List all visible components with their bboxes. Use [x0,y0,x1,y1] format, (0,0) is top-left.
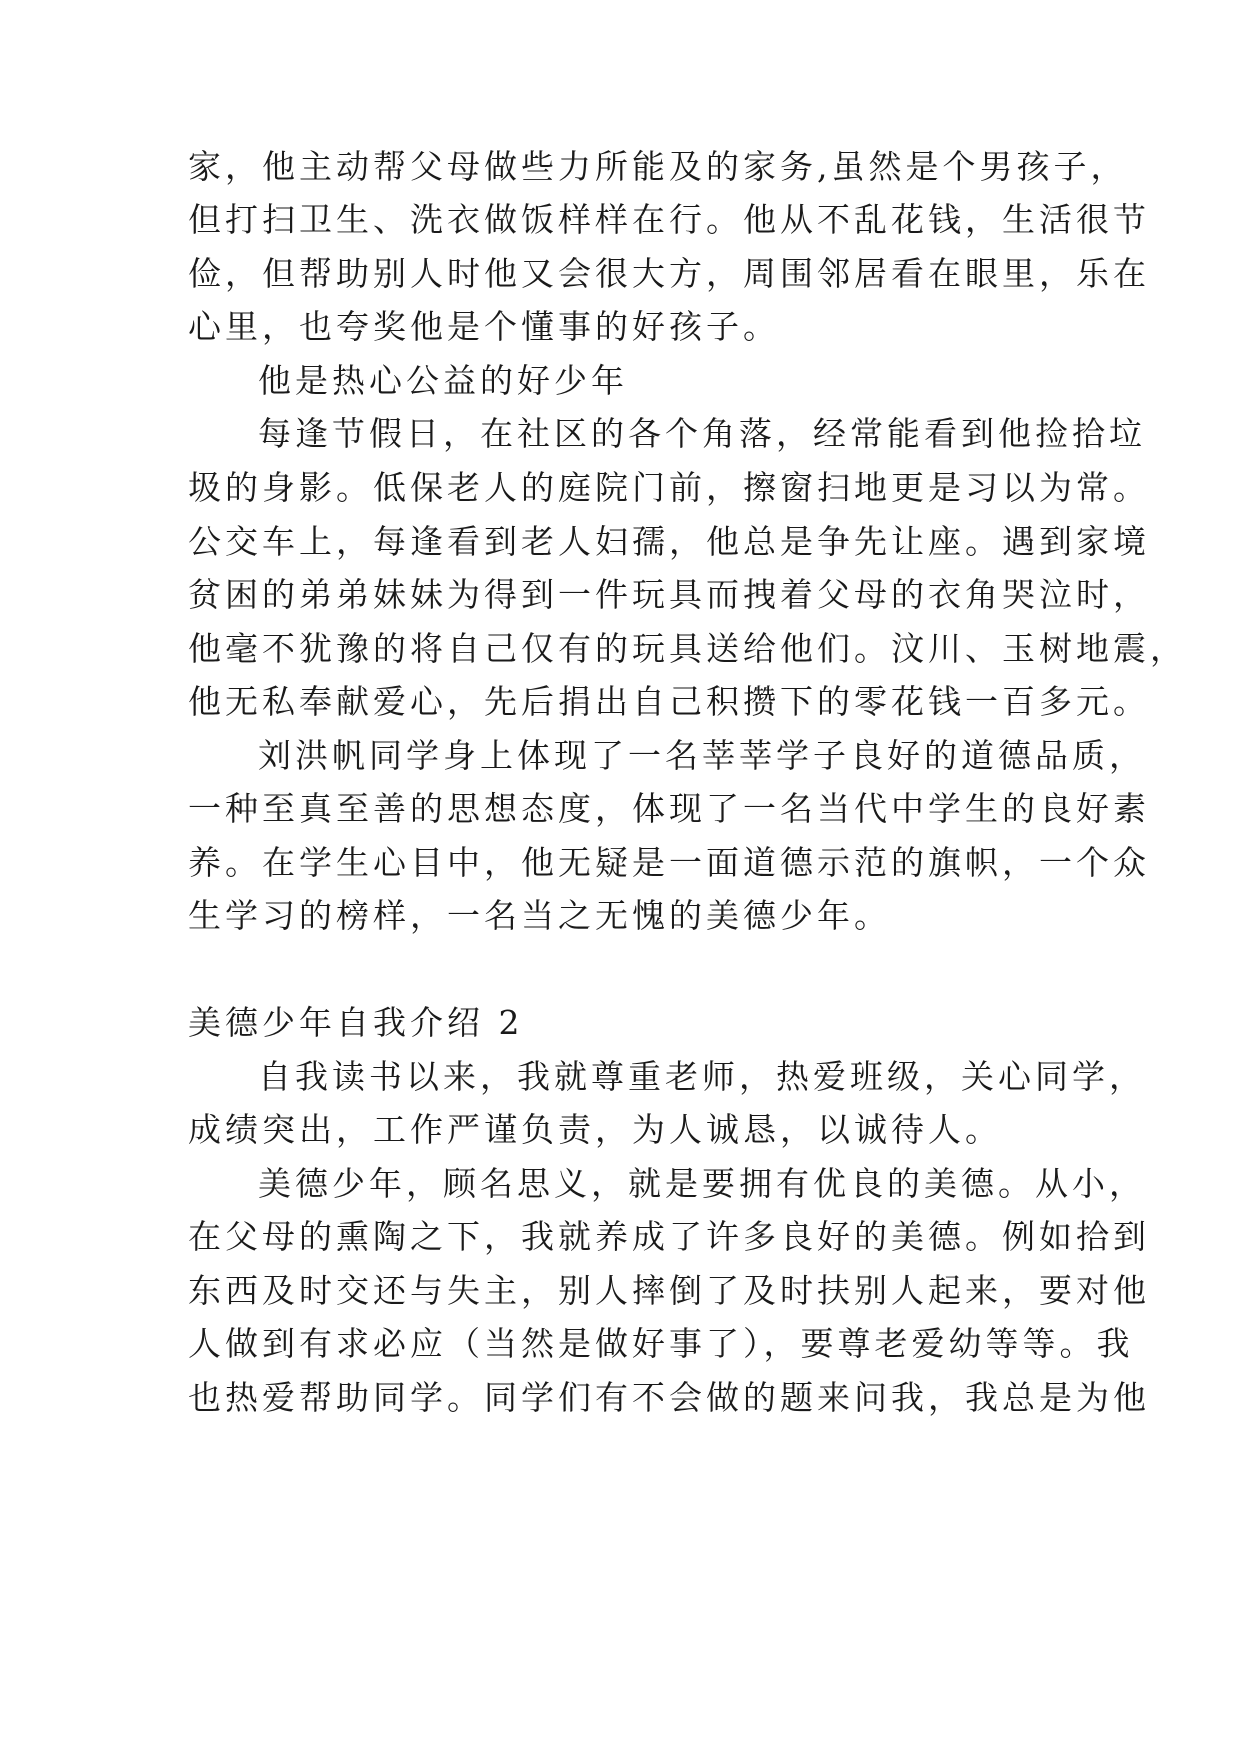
paragraph-line: 公交车上，每逢看到老人妇孺，他总是争先让座。遇到家境 [188,522,1150,561]
paragraph-line: 也热爱帮助同学。同学们有不会做的题来问我，我总是为他 [188,1378,1150,1417]
paragraph-line: 俭，但帮助别人时他又会很大方，周围邻居看在眼里，乐在 [188,254,1150,293]
paragraph-line: 东西及时交还与失主，别人摔倒了及时扶别人起来，要对他 [188,1271,1150,1310]
paragraph-line: 养。在学生心目中，他无疑是一面道德示范的旗帜，一个众 [188,843,1150,882]
paragraph-line: 他毫不犹豫的将自己仅有的玩具送给他们。汶川、玉树地震， [188,629,1187,668]
paragraph-line: 他无私奉献爱心，先后捐出自己积攒下的零花钱一百多元。 [188,682,1150,721]
paragraph-line: 贫困的弟弟妹妹为得到一件玩具而拽着父母的衣角哭泣时， [188,575,1150,614]
paragraph-line: 家，他主动帮父母做些力所能及的家务,虽然是个男孩子， [188,147,1128,186]
paragraph-line: 生学习的榜样，一名当之无愧的美德少年。 [188,896,891,935]
section-heading: 美德少年自我介绍 2 [188,1003,524,1042]
paragraph-line: 在父母的熏陶之下，我就养成了许多良好的美德。例如拾到 [188,1217,1150,1256]
paragraph-line: 美德少年，顾名思义，就是要拥有优良的美德。从小， [258,1164,1146,1203]
section-subheading: 他是热心公益的好少年 [258,361,628,400]
paragraph-line: 人做到有求必应（当然是做好事了），要尊老爱幼等等。我 [188,1324,1134,1363]
paragraph-line: 圾的身影。低保老人的庭院门前，擦窗扫地更是习以为常。 [188,468,1150,507]
paragraph-line: 成绩突出，工作严谨负责，为人诚恳，以诚待人。 [188,1110,1002,1149]
paragraph-line: 每逢节假日，在社区的各个角落，经常能看到他捡拾垃 [258,414,1146,453]
paragraph-line: 心里，也夸奖他是个懂事的好孩子。 [188,307,780,346]
paragraph-line: 自我读书以来，我就尊重老师，热爱班级，关心同学， [258,1057,1146,1096]
paragraph-line: 一种至真至善的思想态度，体现了一名当代中学生的良好素 [188,789,1150,828]
paragraph-line: 但打扫卫生、洗衣做饭样样在行。他从不乱花钱，生活很节 [188,200,1150,239]
paragraph-line: 刘洪帆同学身上体现了一名莘莘学子良好的道德品质， [258,736,1146,775]
